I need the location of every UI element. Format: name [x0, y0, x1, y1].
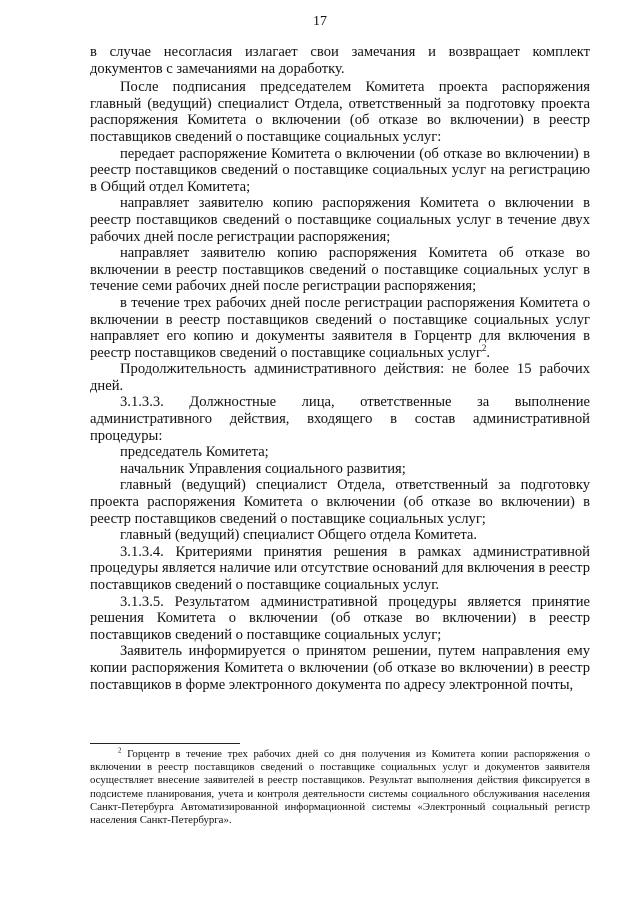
paragraph-7: Продолжительность административного действия: не более 15 рабочих дней.	[90, 361, 590, 394]
paragraph-1: в случае несогласия излагает свои замечания и возвращает комплект документов с замечаниями на доработку.	[90, 44, 590, 77]
paragraph-6-text: в течение трех рабочих дней после регистрации распоряжения Комитета о включении в реестр поставщиков сведений о поставщике социальных услуг направляет его копию и документы заявителя в Горцентр для включения в реестр поставщиков сведений о поставщике социальных услуг	[90, 294, 590, 361]
paragraph-6-tail: .	[486, 344, 490, 361]
paragraph-2: После подписания председателем Комитета проекта распоряжения главный (ведущий) специалист Отдела, ответственный за подготовку проекта распоряжения Комитета о включении (об отказе во включении) в реестр поставщиков сведений о поставщике социальных услуг:	[90, 79, 590, 145]
paragraph-12: главный (ведущий) специалист Общего отдела Комитета.	[120, 527, 478, 544]
footnote-text: Горцентр в течение трех рабочих дней со дня получения из Комитета копии распоряжения о включении в реестр поставщиков сведений о поставщике социальных услуг и документов заявителя осуществляет внесение заявителей в реестр поставщиков. Результат выполнения действия фиксируется в подсистеме планирования, учета и контроля деятельности системы социального обслуживания населения Санкт-Петербурга Автоматизированной информационной системы «Электронный социальный регистр населения Санкт-Петербурга».	[90, 748, 590, 827]
footnote-marker: 2	[118, 746, 122, 755]
paragraph-15: Заявитель информируется о принятом решении, путем направления ему копии распоряжения Комитета о включении (об отказе во включении) в реестр поставщиков в форме электронного документа по адресу электронной почты,	[90, 643, 590, 693]
paragraph-13: 3.1.3.4. Критериями принятия решения в рамках административной процедуры является наличие или отсутствие оснований для включения в реестр поставщиков сведений о поставщике социальных услуг.	[90, 543, 590, 593]
paragraph-8: 3.1.3.3. Должностные лица, ответственные за выполнение административного действия, входящего в состав административной процедуры:	[90, 394, 590, 444]
paragraph-10: начальник Управления социального развития;	[120, 460, 406, 477]
paragraph-3: передает распоряжение Комитета о включении (об отказе во включении) в реестр поставщиков сведений о поставщике социальных услуг на регистрацию в Общий отдел Комитета;	[90, 145, 590, 195]
page-number: 17	[313, 14, 327, 29]
footnote	[90, 748, 590, 827]
paragraph-5: направляет заявителю копию распоряжения Комитета об отказе во включении в реестр поставщиков сведений о поставщике социальных услуг в течение семи рабочих дней после регистрации распоряжения;	[90, 245, 590, 295]
body-text	[90, 44, 590, 693]
paragraph-14: 3.1.3.5. Результатом административной процедуры является принятие решения Комитета о включении (об отказе во включении) в реестр поставщиков сведений о поставщике социальных услуг;	[90, 593, 590, 643]
footnote-reference: 2	[481, 342, 487, 353]
paragraph-11: главный (ведущий) специалист Отдела, ответственный за подготовку проекта распоряжения Комитета о включении (об отказе во включении) в реестр поставщиков сведений о поставщике социальных услуг;	[90, 477, 590, 527]
footnote-separator	[90, 743, 240, 744]
paragraph-6	[90, 295, 590, 361]
paragraph-9: председатель Комитета;	[120, 444, 269, 461]
paragraph-4: направляет заявителю копию распоряжения Комитета о включении в реестр поставщиков сведений о поставщике социальных услуг в течение двух рабочих дней после регистрации распоряжения;	[90, 195, 590, 245]
